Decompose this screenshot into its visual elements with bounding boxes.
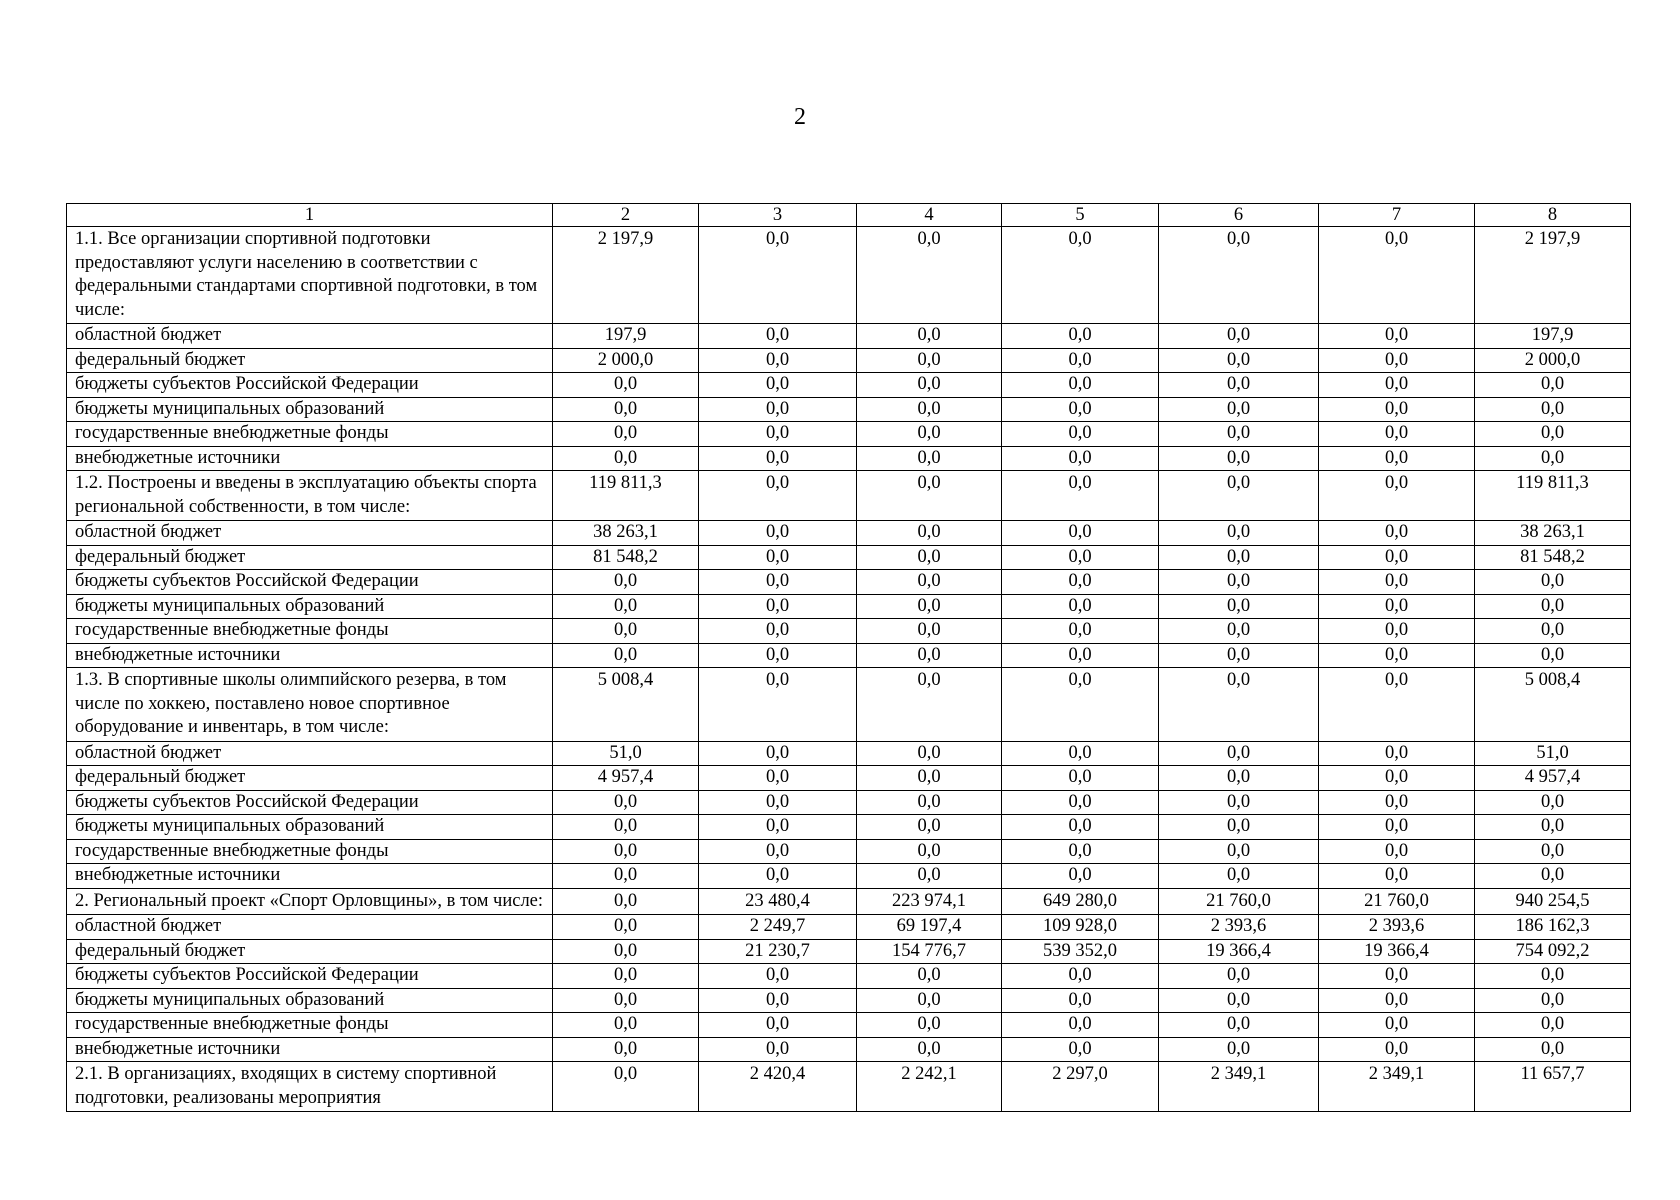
value-cell: 11 657,7 [1475,1062,1631,1112]
value-cell: 51,0 [1475,741,1631,766]
table-body [67,227,1631,1112]
value-cell: 0,0 [857,815,1002,840]
table-row [67,988,1631,1013]
column-header-row [67,204,1631,227]
column-header: 1 [67,204,553,227]
section-row [67,471,1631,521]
value-cell: 0,0 [1002,422,1159,447]
value-cell: 0,0 [1159,373,1319,398]
value-cell: 0,0 [1319,643,1475,668]
value-cell: 2 349,1 [1159,1062,1319,1112]
value-cell: 0,0 [857,348,1002,373]
value-cell: 0,0 [857,643,1002,668]
table-row [67,1037,1631,1062]
value-cell: 0,0 [699,741,857,766]
value-cell: 0,0 [1319,373,1475,398]
value-cell: 38 263,1 [553,521,699,546]
value-cell: 0,0 [1159,619,1319,644]
value-cell: 649 280,0 [1002,888,1159,915]
row-label: 2. Региональный проект «Спорт Орловщины», в том числе: [67,888,553,915]
value-cell: 0,0 [857,864,1002,889]
value-cell: 0,0 [857,397,1002,422]
table-row [67,643,1631,668]
value-cell: 0,0 [857,766,1002,791]
value-cell: 0,0 [1319,1037,1475,1062]
value-cell: 0,0 [553,1037,699,1062]
value-cell: 0,0 [1475,643,1631,668]
value-cell: 5 008,4 [1475,668,1631,742]
value-cell: 2 249,7 [699,915,857,940]
table-row [67,939,1631,964]
value-cell: 0,0 [1319,864,1475,889]
value-cell: 0,0 [553,397,699,422]
value-cell: 23 480,4 [699,888,857,915]
section-row [67,888,1631,915]
row-label: 1.3. В спортивные школы олимпийского резерва, в том числе по хоккею, поставлено новое спортивное оборудование и инвентарь, в том числе: [67,668,553,742]
table-row [67,815,1631,840]
value-cell: 0,0 [1159,324,1319,349]
value-cell: 0,0 [699,348,857,373]
table-row [67,964,1631,989]
value-cell: 2 393,6 [1159,915,1319,940]
value-cell: 0,0 [553,939,699,964]
value-cell: 0,0 [1002,668,1159,742]
value-cell: 0,0 [699,988,857,1013]
value-cell: 51,0 [553,741,699,766]
column-header: 5 [1002,204,1159,227]
row-label: бюджеты муниципальных образований [67,397,553,422]
value-cell: 0,0 [1475,594,1631,619]
value-cell: 0,0 [1159,422,1319,447]
value-cell: 119 811,3 [1475,471,1631,521]
value-cell: 0,0 [699,619,857,644]
value-cell: 0,0 [1319,348,1475,373]
value-cell: 0,0 [1002,964,1159,989]
table-row [67,766,1631,791]
value-cell: 0,0 [699,839,857,864]
table-row [67,446,1631,471]
value-cell: 539 352,0 [1002,939,1159,964]
value-cell: 0,0 [1319,521,1475,546]
value-cell: 0,0 [857,545,1002,570]
value-cell: 0,0 [1319,668,1475,742]
value-cell: 0,0 [1159,790,1319,815]
value-cell: 0,0 [1002,373,1159,398]
column-header: 3 [699,204,857,227]
table-row [67,545,1631,570]
value-cell: 754 092,2 [1475,939,1631,964]
value-cell: 0,0 [1002,864,1159,889]
row-label: внебюджетные источники [67,864,553,889]
value-cell: 0,0 [699,422,857,447]
value-cell: 223 974,1 [857,888,1002,915]
column-header: 7 [1319,204,1475,227]
value-cell: 0,0 [1475,422,1631,447]
value-cell: 21 760,0 [1319,888,1475,915]
value-cell: 0,0 [1475,864,1631,889]
value-cell: 19 366,4 [1159,939,1319,964]
value-cell: 0,0 [1319,227,1475,324]
value-cell: 0,0 [1319,422,1475,447]
value-cell: 0,0 [699,790,857,815]
row-label: бюджеты субъектов Российской Федерации [67,790,553,815]
table-row [67,864,1631,889]
row-label: бюджеты субъектов Российской Федерации [67,570,553,595]
value-cell: 0,0 [699,643,857,668]
row-label: государственные внебюджетные фонды [67,839,553,864]
row-label: внебюджетные источники [67,643,553,668]
value-cell: 0,0 [1475,988,1631,1013]
value-cell: 2 393,6 [1319,915,1475,940]
value-cell: 109 928,0 [1002,915,1159,940]
row-label: бюджеты субъектов Российской Федерации [67,373,553,398]
table-row [67,790,1631,815]
value-cell: 0,0 [1002,619,1159,644]
value-cell: 2 242,1 [857,1062,1002,1112]
value-cell: 154 776,7 [857,939,1002,964]
value-cell: 0,0 [857,1013,1002,1038]
value-cell: 0,0 [1319,619,1475,644]
value-cell: 0,0 [857,594,1002,619]
value-cell: 0,0 [857,324,1002,349]
value-cell: 21 760,0 [1159,888,1319,915]
table-row [67,594,1631,619]
value-cell: 0,0 [699,668,857,742]
value-cell: 2 197,9 [553,227,699,324]
value-cell: 0,0 [857,521,1002,546]
value-cell: 0,0 [1159,570,1319,595]
row-label: областной бюджет [67,324,553,349]
value-cell: 81 548,2 [1475,545,1631,570]
value-cell: 0,0 [553,373,699,398]
value-cell: 4 957,4 [553,766,699,791]
value-cell: 0,0 [699,766,857,791]
value-cell: 0,0 [1002,446,1159,471]
column-header: 4 [857,204,1002,227]
table-row [67,521,1631,546]
value-cell: 2 420,4 [699,1062,857,1112]
value-cell: 0,0 [1002,471,1159,521]
value-cell: 0,0 [1159,594,1319,619]
value-cell: 0,0 [699,373,857,398]
value-cell: 0,0 [1475,619,1631,644]
value-cell: 21 230,7 [699,939,857,964]
value-cell: 0,0 [699,397,857,422]
value-cell: 0,0 [699,570,857,595]
value-cell: 0,0 [1319,397,1475,422]
value-cell: 4 957,4 [1475,766,1631,791]
row-label: внебюджетные источники [67,1037,553,1062]
value-cell: 0,0 [1002,594,1159,619]
value-cell: 0,0 [553,422,699,447]
value-cell: 0,0 [699,964,857,989]
value-cell: 0,0 [1159,964,1319,989]
value-cell: 0,0 [1159,471,1319,521]
value-cell: 0,0 [1475,570,1631,595]
value-cell: 0,0 [553,964,699,989]
value-cell: 0,0 [553,446,699,471]
value-cell: 0,0 [1159,446,1319,471]
value-cell: 0,0 [1159,545,1319,570]
value-cell: 0,0 [1002,839,1159,864]
section-row [67,668,1631,742]
column-header: 2 [553,204,699,227]
value-cell: 5 008,4 [553,668,699,742]
value-cell: 0,0 [857,446,1002,471]
row-label: бюджеты субъектов Российской Федерации [67,964,553,989]
value-cell: 81 548,2 [553,545,699,570]
value-cell: 0,0 [1475,1013,1631,1038]
table-row [67,373,1631,398]
value-cell: 0,0 [1002,815,1159,840]
row-label: федеральный бюджет [67,939,553,964]
value-cell: 0,0 [699,227,857,324]
value-cell: 0,0 [1319,766,1475,791]
value-cell: 0,0 [553,1062,699,1112]
value-cell: 0,0 [1319,545,1475,570]
value-cell: 0,0 [553,570,699,595]
table-row [67,839,1631,864]
value-cell: 2 349,1 [1319,1062,1475,1112]
value-cell: 19 366,4 [1319,939,1475,964]
value-cell: 0,0 [857,227,1002,324]
value-cell: 0,0 [1159,1013,1319,1038]
value-cell: 0,0 [857,1037,1002,1062]
value-cell: 0,0 [857,570,1002,595]
value-cell: 2 197,9 [1475,227,1631,324]
value-cell: 0,0 [553,988,699,1013]
row-label: внебюджетные источники [67,446,553,471]
value-cell: 0,0 [699,864,857,889]
value-cell: 0,0 [1002,790,1159,815]
value-cell: 0,0 [857,839,1002,864]
value-cell: 119 811,3 [553,471,699,521]
value-cell: 0,0 [1475,373,1631,398]
value-cell: 0,0 [857,471,1002,521]
table-row [67,422,1631,447]
value-cell: 0,0 [1002,570,1159,595]
value-cell: 0,0 [1002,545,1159,570]
row-label: федеральный бюджет [67,766,553,791]
table-row [67,348,1631,373]
value-cell: 0,0 [1319,594,1475,619]
value-cell: 0,0 [1319,964,1475,989]
value-cell: 0,0 [553,815,699,840]
row-label: бюджеты муниципальных образований [67,815,553,840]
value-cell: 0,0 [1002,766,1159,791]
row-label: областной бюджет [67,915,553,940]
value-cell: 0,0 [1475,397,1631,422]
value-cell: 0,0 [699,1013,857,1038]
value-cell: 0,0 [1159,741,1319,766]
table-row [67,397,1631,422]
row-label: государственные внебюджетные фонды [67,422,553,447]
row-label: бюджеты муниципальных образований [67,988,553,1013]
value-cell: 0,0 [699,1037,857,1062]
value-cell: 0,0 [1475,839,1631,864]
value-cell: 0,0 [1002,1013,1159,1038]
value-cell: 0,0 [857,741,1002,766]
row-label: областной бюджет [67,521,553,546]
value-cell: 0,0 [857,373,1002,398]
value-cell: 0,0 [1475,964,1631,989]
value-cell: 0,0 [1002,1037,1159,1062]
table-row [67,570,1631,595]
row-label: 2.1. В организациях, входящих в систему спортивной подготовки, реализованы мероприятия [67,1062,553,1112]
value-cell: 0,0 [699,521,857,546]
value-cell: 0,0 [553,839,699,864]
value-cell: 0,0 [1475,815,1631,840]
value-cell: 2 297,0 [1002,1062,1159,1112]
section-row [67,227,1631,324]
value-cell: 0,0 [1319,815,1475,840]
value-cell: 940 254,5 [1475,888,1631,915]
section-row [67,1062,1631,1112]
row-label: федеральный бюджет [67,348,553,373]
value-cell: 0,0 [1319,988,1475,1013]
value-cell: 0,0 [699,471,857,521]
value-cell: 0,0 [699,815,857,840]
value-cell: 0,0 [1002,988,1159,1013]
row-label: государственные внебюджетные фонды [67,619,553,644]
value-cell: 0,0 [1475,1037,1631,1062]
value-cell: 0,0 [1159,521,1319,546]
value-cell: 0,0 [857,668,1002,742]
value-cell: 0,0 [1319,324,1475,349]
value-cell: 197,9 [1475,324,1631,349]
value-cell: 0,0 [1002,227,1159,324]
value-cell: 0,0 [1319,839,1475,864]
value-cell: 0,0 [1319,790,1475,815]
value-cell: 0,0 [553,790,699,815]
value-cell: 0,0 [1002,643,1159,668]
value-cell: 186 162,3 [1475,915,1631,940]
value-cell: 0,0 [1159,397,1319,422]
table-row [67,915,1631,940]
value-cell: 0,0 [1002,741,1159,766]
value-cell: 0,0 [699,324,857,349]
value-cell: 0,0 [699,545,857,570]
value-cell: 0,0 [1159,668,1319,742]
row-label: 1.2. Построены и введены в эксплуатацию объекты спорта региональной собственности, в том числе: [67,471,553,521]
value-cell: 0,0 [857,790,1002,815]
value-cell: 0,0 [1159,643,1319,668]
value-cell: 0,0 [699,594,857,619]
value-cell: 197,9 [553,324,699,349]
value-cell: 0,0 [1002,324,1159,349]
page-number: 2 [794,104,806,130]
value-cell: 0,0 [857,964,1002,989]
table-row [67,1013,1631,1038]
row-label: бюджеты муниципальных образований [67,594,553,619]
value-cell: 0,0 [553,888,699,915]
value-cell: 0,0 [1319,1013,1475,1038]
value-cell: 69 197,4 [857,915,1002,940]
value-cell: 2 000,0 [1475,348,1631,373]
row-label: областной бюджет [67,741,553,766]
row-label: 1.1. Все организации спортивной подготовки предоставляют услуги населению в соответствии с федеральными стандартами спортивной подготовки, в том числе: [67,227,553,324]
value-cell: 0,0 [857,988,1002,1013]
value-cell: 0,0 [1319,471,1475,521]
value-cell: 0,0 [857,422,1002,447]
value-cell: 0,0 [1159,988,1319,1013]
value-cell: 0,0 [1159,1037,1319,1062]
value-cell: 0,0 [553,915,699,940]
column-header: 6 [1159,204,1319,227]
value-cell: 0,0 [553,864,699,889]
value-cell: 0,0 [1319,741,1475,766]
value-cell: 0,0 [1475,790,1631,815]
value-cell: 0,0 [1159,815,1319,840]
value-cell: 0,0 [1159,227,1319,324]
value-cell: 0,0 [1475,446,1631,471]
table-row [67,619,1631,644]
value-cell: 0,0 [553,619,699,644]
value-cell: 0,0 [1002,521,1159,546]
value-cell: 0,0 [553,594,699,619]
value-cell: 38 263,1 [1475,521,1631,546]
value-cell: 0,0 [553,643,699,668]
table-row [67,741,1631,766]
budget-table [66,203,1631,1112]
value-cell: 0,0 [699,446,857,471]
row-label: государственные внебюджетные фонды [67,1013,553,1038]
value-cell: 0,0 [1159,839,1319,864]
value-cell: 2 000,0 [553,348,699,373]
value-cell: 0,0 [1002,397,1159,422]
value-cell: 0,0 [1319,446,1475,471]
table-row [67,324,1631,349]
value-cell: 0,0 [1319,570,1475,595]
column-header: 8 [1475,204,1631,227]
row-label: федеральный бюджет [67,545,553,570]
value-cell: 0,0 [1159,864,1319,889]
value-cell: 0,0 [1002,348,1159,373]
value-cell: 0,0 [857,619,1002,644]
value-cell: 0,0 [1159,348,1319,373]
value-cell: 0,0 [553,1013,699,1038]
value-cell: 0,0 [1159,766,1319,791]
